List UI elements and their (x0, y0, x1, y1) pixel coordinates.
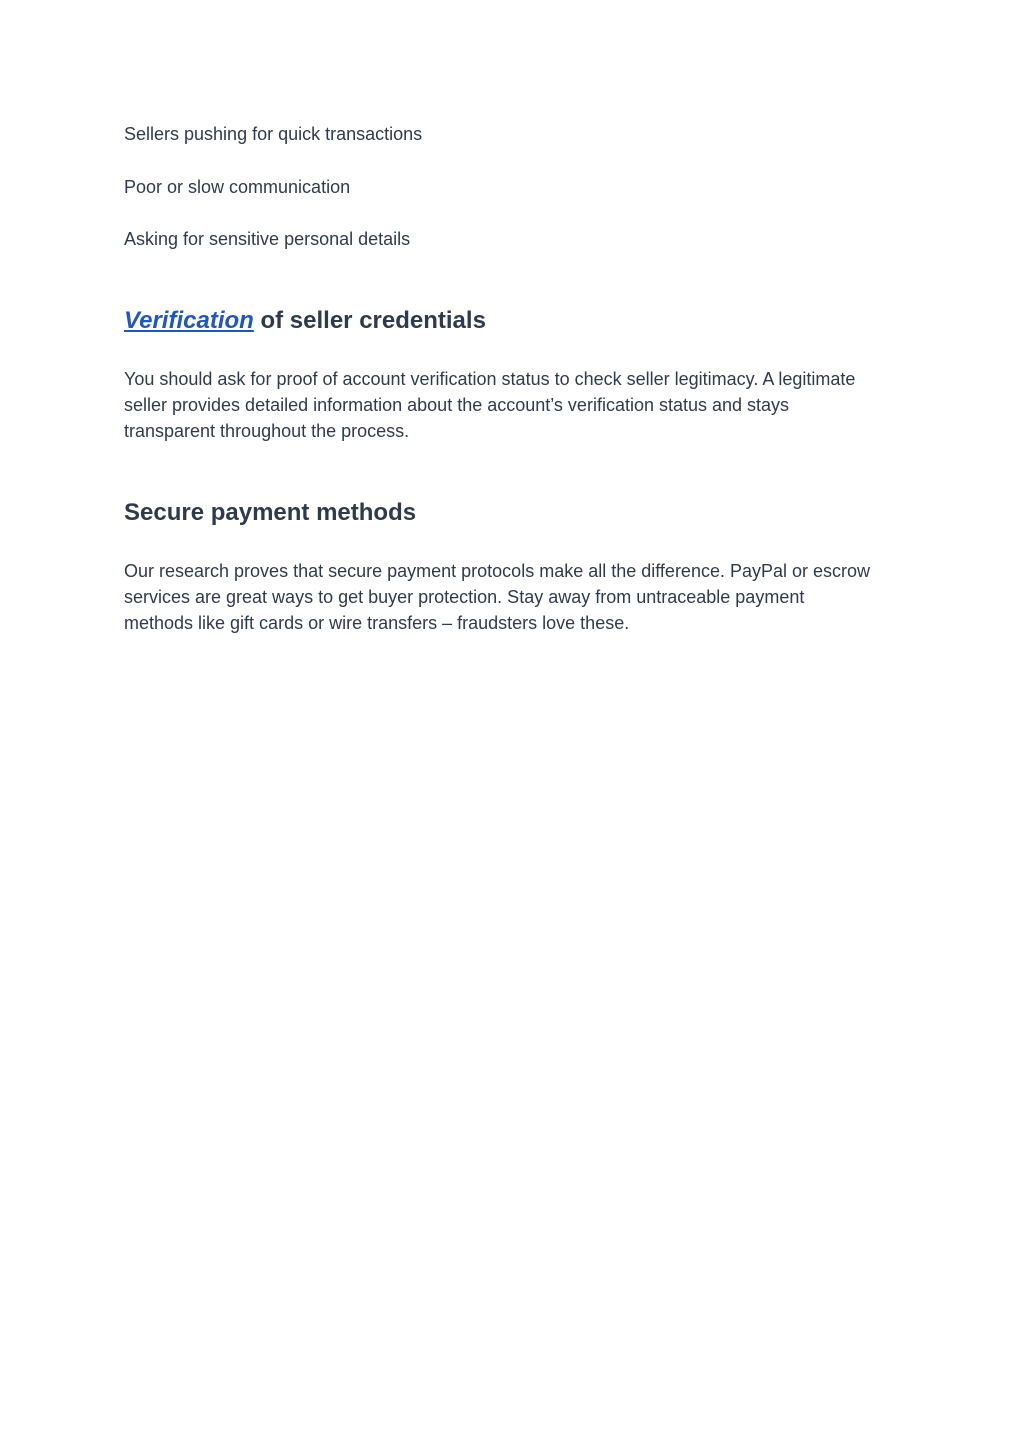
verification-heading-rest: of seller credentials (253, 307, 486, 334)
verification-heading (124, 305, 486, 337)
verification-paragraph: You should ask for proof of account verification status to check seller legitimacy. A legitimate seller provides detailed information about the account’s verification status and stays transparent throughout the process. (124, 369, 856, 441)
list-item-slow-communication: Poor or slow communication (124, 177, 351, 197)
secure-payment-heading: Secure payment methods (124, 499, 417, 526)
list-item-sensitive-details: Asking for sensitive personal details (124, 229, 411, 249)
secure-payment-paragraph: Our research proves that secure payment protocols make all the difference. PayPal or escrow services are great ways to get buyer protection. Stay away from untraceable payment methods like gift cards or wire transfers – fraudsters love these. (124, 561, 871, 633)
verification-link[interactable]: Verification (124, 307, 254, 334)
list-item-quick-transactions: Sellers pushing for quick transactions (124, 124, 423, 144)
